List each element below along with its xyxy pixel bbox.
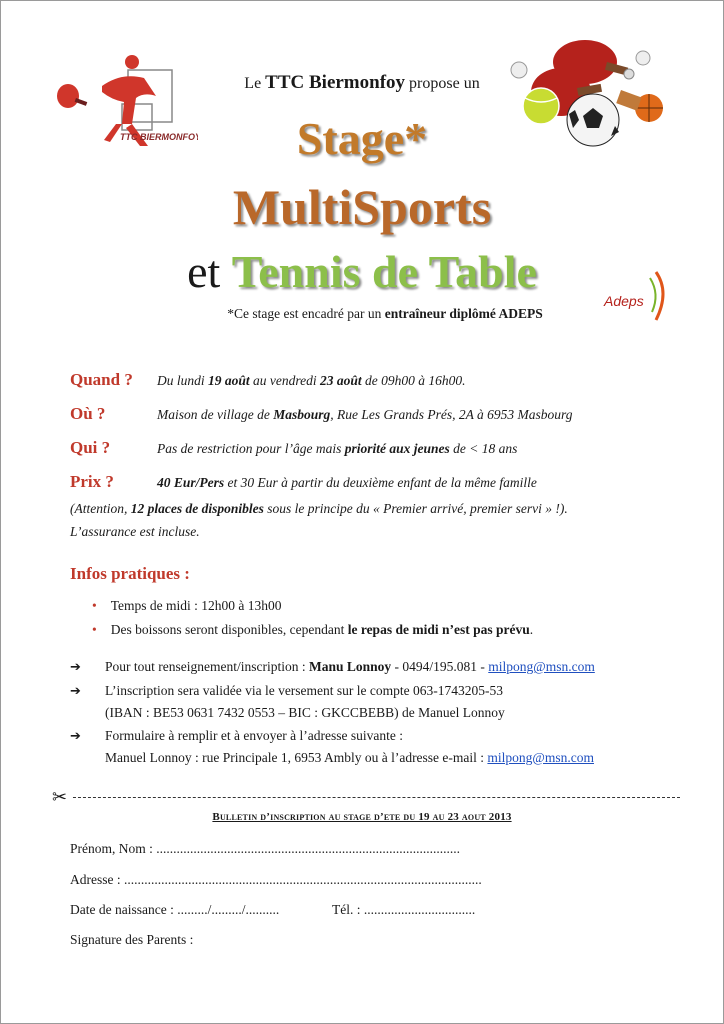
when-label: Quand ? (70, 370, 133, 389)
contact-line: ➔ Pour tout renseignement/inscription : Manu Lonnoy - 0494/195.081 - milpong@msn.com (70, 659, 595, 675)
adeps-note: *Ce stage est encadré par un entraîneur diplômé ADEPS (227, 306, 543, 321)
form-address-line: ➔ Formulaire à remplir et à envoyer à l’adresse suivante : (70, 728, 404, 744)
payment-details: (IBAN : BE53 0631 7432 0553 – BIC : GKCCBEBB) de Manuel Lonnoy (105, 705, 505, 720)
infos-title: Infos pratiques : (70, 564, 190, 583)
attention-note: (Attention, 12 places de disponibles sous le principe du « Premier arrivé, premier servi » !). (70, 501, 568, 516)
svg-text:TTC BIERMONFOY: TTC BIERMONFOY (120, 132, 198, 142)
who-row (70, 438, 690, 460)
who-label: Qui ? (70, 438, 111, 457)
cut-line (58, 797, 680, 798)
intro-line: Le TTC Biermonfoy propose un (244, 72, 480, 93)
info-bullet-drinks: • Des boissons seront disponibles, cependant le repas de midi n’est pas prévu. (92, 622, 534, 637)
address-field[interactable]: Adresse : .......................................................................................................... (70, 872, 482, 887)
birthdate-field[interactable]: Date de naissance : ........./........./.......... (70, 902, 280, 917)
arrow-right-icon: ➔ (70, 660, 81, 675)
bulletin-title: Bulletin d’inscription au stage d’ete du 19 au 23 aout 2013 (212, 811, 512, 823)
insurance-note: L’assurance est incluse. (70, 524, 200, 539)
price-row (70, 472, 690, 494)
where-value: Maison de village de Masbourg, Rue Les Grands Prés, 2A à 6953 Masbourg (157, 407, 573, 422)
title-multisports: MultiSports (232, 179, 492, 235)
postal-address: Manuel Lonnoy : rue Principale 1, 6953 Ambly ou à l’adresse e-mail : milpong@msn.com (105, 750, 594, 765)
title-stage: Stage* (296, 113, 428, 164)
price-label: Prix ? (70, 472, 114, 491)
info-bullet-lunch: • Temps de midi : 12h00 à 13h00 (92, 598, 282, 613)
who-value: Pas de restriction pour l’âge mais priorité aux jeunes de < 18 ans (157, 441, 518, 456)
when-row (70, 370, 690, 392)
scissors-icon: ✂ (52, 787, 71, 808)
email-link-2[interactable]: milpong@msn.com (487, 750, 594, 765)
when-value: Du lundi 19 août au vendredi 23 août de 09h00 à 16h00. (157, 373, 466, 388)
signature-field[interactable]: Signature des Parents : (70, 932, 194, 947)
where-row (70, 404, 690, 426)
phone-field[interactable]: Tél. : ................................. (332, 902, 476, 917)
arrow-right-icon: ➔ (70, 729, 81, 744)
svg-text:Adeps: Adeps (604, 293, 644, 309)
payment-line: ➔ L’inscription sera validée via le versement sur le compte 063-1743205-53 (70, 683, 504, 699)
price-value: 40 Eur/Pers et 30 Eur à partir du deuxième enfant de la même famille (157, 475, 537, 490)
where-label: Où ? (70, 404, 106, 423)
title-tennis-de-table: et Tennis de Table (187, 246, 537, 297)
email-link[interactable]: milpong@msn.com (488, 659, 595, 674)
name-field[interactable]: Prénom, Nom : .......................................................................................... (70, 841, 460, 856)
bullet-icon: • (92, 622, 97, 637)
bullet-icon: • (92, 598, 97, 613)
arrow-right-icon: ➔ (70, 684, 81, 699)
club-name: TTC Biermonfoy (265, 72, 406, 93)
